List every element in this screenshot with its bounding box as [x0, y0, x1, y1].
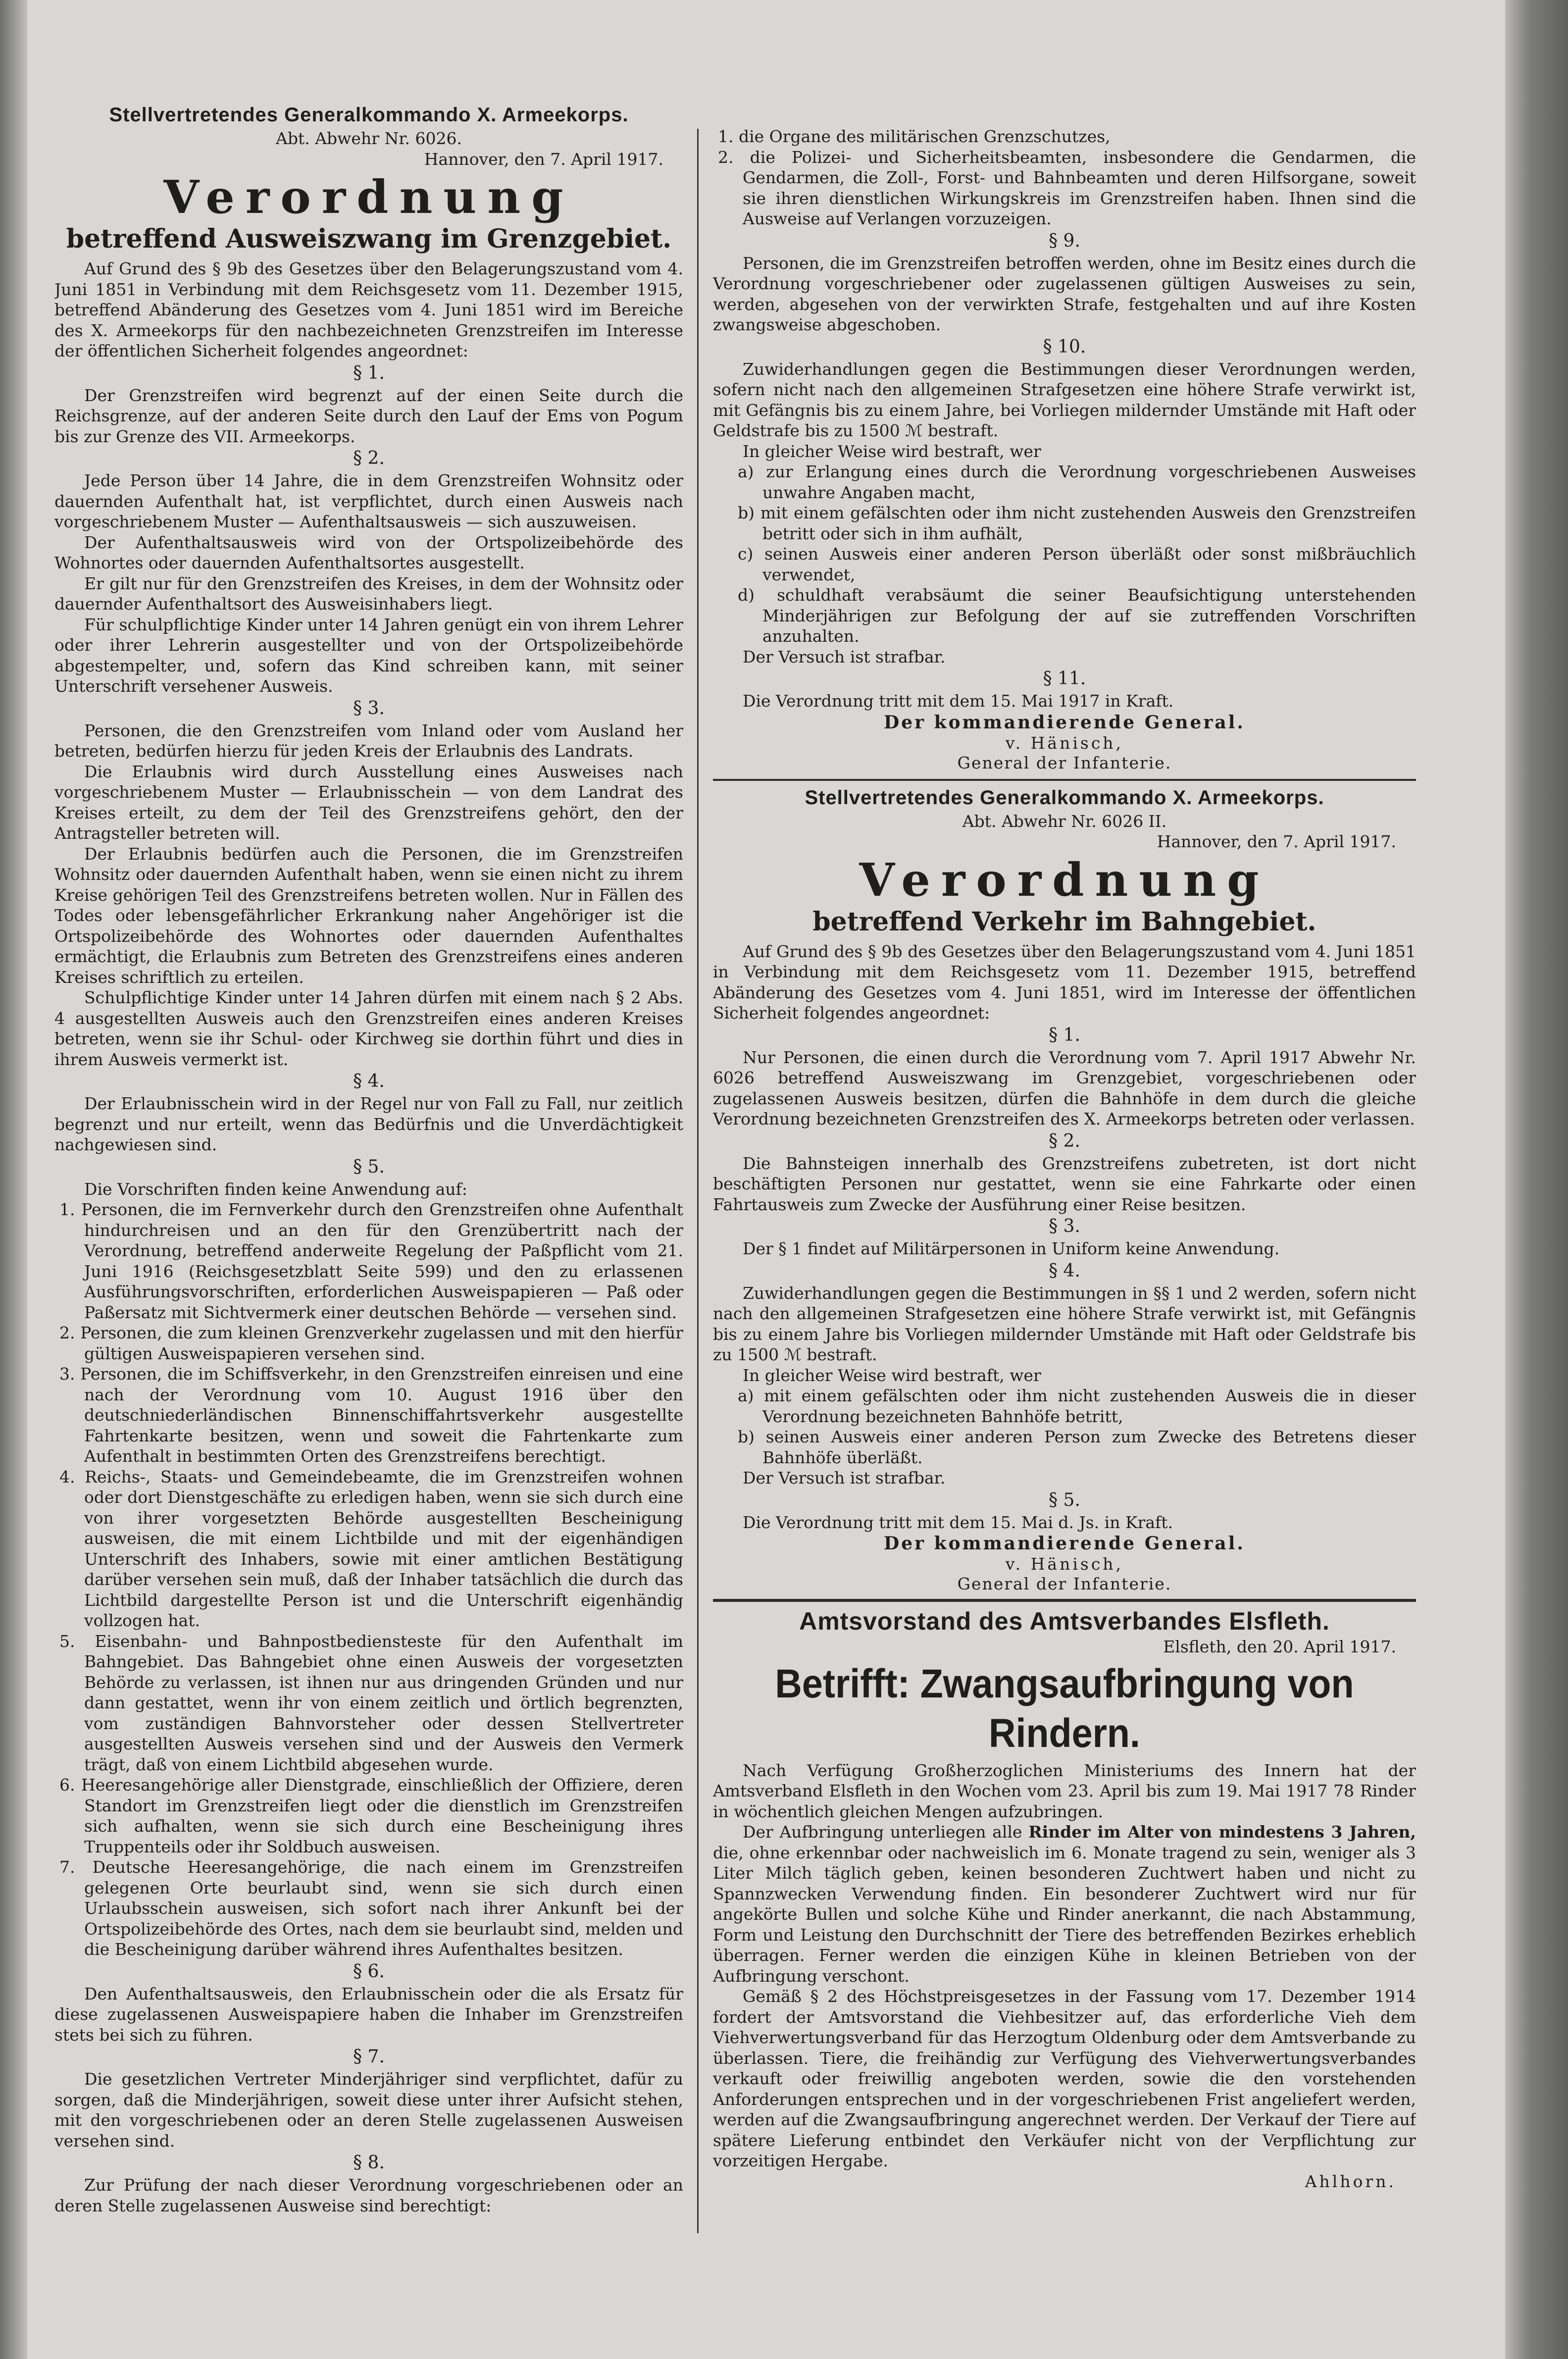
section-10-heading: § 10.	[1043, 336, 1086, 357]
list-item: a) mit einem gefälschten oder ihm nicht zustehenden Ausweis die in dieser Verordnung bezeichneten Bahnhöfe betritt,	[738, 1386, 1416, 1426]
section-4-list-2	[713, 1385, 1416, 1468]
section-3-para-c: Der Erlaubnis bedürfen auch die Personen, die im Grenzstreifen Wohnsitz oder dauernden Aufenthalt haben, wenn sie einen nicht zu ihrem Kreise gehörigen Teil des Grenzstreifens betreten wollen. Nur in Fällen des Todes oder lebensgefährlicher Erkrankung naher Angehöriger ist die Ortspolizeibehörde des Wohnortes oder dauernden Aufenthaltes ermächtigt, die Erlaubnis zum Betreten des Grenzstreifens eines anderen Kreises schriftlich zu erteilen.	[54, 844, 683, 987]
ordinance-title: Verordnung	[163, 170, 574, 224]
section-8-text: Zur Prüfung der nach dieser Verordnung vorgeschriebenen oder an deren Stelle zugelassenen Ausweise sind berechtigt:	[54, 2175, 683, 2215]
section-5-text: Die Vorschriften finden keine Anwendung auf:	[84, 1179, 467, 1199]
section-5-heading: § 5.	[353, 1156, 385, 1177]
list-item: 2. die Polizei- und Sicherheitsbeamten, insbesondere die Gendarmen, die Gendarmen, die Zoll-, Forst- und Bahnbeamten und deren Hilfsorgane, soweit sie ihren dienstlichen Wirkungskreis im Grenzstreifen haben. Ihnen sind die Ausweise auf Verlangen vorzuzeigen.	[718, 147, 1416, 228]
section-4-text: Der Erlaubnisschein wird in der Regel nur von Fall zu Fall, nur zeitlich begrenzt und nur erteilt, wenn das Bedürfnis und die Unverdächtigkeit nachgewiesen sind.	[54, 1094, 683, 1154]
column-divider	[697, 129, 699, 2233]
section-4-heading: § 4.	[353, 1071, 385, 1091]
para-lead: Der Aufbringung unterliegen alle	[743, 1822, 1022, 1842]
section-6-text: Den Aufenthaltsausweis, den Erlaubnisschein oder die als Ersatz für diese zugelassenen Ausweispapiere haben die Inhaber im Grenzstreifen stets bei sich zu führen.	[54, 1984, 683, 2045]
list-item: 3. Personen, die im Schiffsverkehr, in den Grenzstreifen einreisen und eine nach der Verordnung vom 10. August 1916 über den deutschniederländischen Binnenschiffahrtsverkehr ausgestellte Fahrtenkarte besitzen, wenn und soweit die Fahrtenkarte zum Aufenthalt in bestimmten Orten des Grenzstreifens berechtigt.	[59, 1364, 683, 1466]
right-column	[713, 126, 1416, 2192]
place-date-2: Hannover, den 7. April 1917.	[1157, 832, 1396, 851]
section-10-para-a: Zuwiderhandlungen gegen die Bestimmungen dieser Verordnungen werden, sofern nicht nach den allgemeinen Strafgesetzen eine höhere Strafe verwirkt ist, mit Gefängnis bis zu einem Jahre, bei Vorliegen mildernder Umstände mit Haft oder Geldstrafe bis zu 1500 ℳ bestraft.	[713, 359, 1416, 440]
section-1-heading-2: § 1.	[1049, 1025, 1080, 1045]
place-date: Hannover, den 7. April 1917.	[424, 149, 663, 169]
list-item: c) seinen Ausweis einer anderen Person überläßt oder sonst mißbräuchlich verwendet,	[738, 544, 1416, 584]
reference-number: Abt. Abwehr Nr. 6026.	[276, 129, 462, 148]
list-item: 2. Personen, die zum kleinen Grenzverkehr zugelassen und mit den hierfür gültigen Ausweispapieren versehen sind.	[59, 1323, 683, 1363]
section-11-heading: § 11.	[1043, 668, 1086, 689]
list-item: 5. Eisenbahn- und Bahnpostbediensteste für den Aufenthalt im Bahngebiet. Das Bahngebiet ohne einen Ausweis der vorgesetzten Behörde zu verlassen, ist ihnen nur aus dringenden Gründen und nur dann gestattet, wenn ihr von einem zeitlich und örtlich begrenzten, vom zuständigen Bahnvorsteher oder dessen Stellvertreter ausgestellten Ausweis versehen sind und der Ausweis den Vermerk trägt, daß von einem Lichtbild abgesehen wurde.	[59, 1631, 683, 1774]
list-item: 6. Heeresangehörige aller Dienstgrade, einschließlich der Offiziere, deren Standort im Grenzstreifen liegt oder die dienstlich im Grenzstreifen sich aufhalten, wenn sie sich durch eine Bescheinigung ihres Truppenteils oder ihr Soldbuch ausweisen.	[59, 1775, 683, 1856]
header-generalkommando: Stellvertretendes Generalkommando X. Armeekorps.	[109, 104, 629, 126]
ordinance-subtitle-2: betreffend Verkehr im Bahngebiet.	[812, 906, 1316, 937]
section-4-para-b-2: In gleicher Weise wird bestraft, wer	[743, 1365, 1041, 1385]
section-4-heading-2: § 4.	[1049, 1260, 1080, 1281]
list-item: b) mit einem gefälschten oder ihm nicht zustehenden Ausweis den Grenzstreifen betritt oder sich in ihm aufhält,	[738, 503, 1416, 543]
list-item: 1. Personen, die im Fernverkehr durch den Grenzstreifen ohne Aufenthalt hindurchreisen und an den für den Grenzübertritt nach der Verordnung, betreffend anderweite Regelung der Paßpflicht vom 21. Juni 1916 (Reichsgesetzblatt Seite 599) und den zu erlassenen Ausführungsvorschriften, erforderlichen Ausweispapieren — Paß oder Paßersatz mit Sichtvermerk einer deutschen Behörde — versehen sind.	[59, 1200, 683, 1322]
section-9-heading: § 9.	[1049, 230, 1080, 251]
section-4-para-c-2: Der Versuch ist strafbar.	[743, 1468, 946, 1487]
signature-name: v. Hänisch,	[1005, 733, 1124, 753]
section-8-heading: § 8.	[353, 2153, 385, 2173]
section-1-text-2: Nur Personen, die einen durch die Verordnung vom 7. April 1917 Abwehr Nr. 6026 betreffend Ausweiszwang im Grenzgebiet, vorgeschriebenen oder zugelassenen Ausweis besitzen, dürfen die Bahnhöfe in dem durch die gleiche Verordnung bezeichneten Grenzstreifen des X. Armeekorps betreten oder verlassen.	[713, 1047, 1416, 1128]
section-1-heading: § 1.	[353, 362, 385, 383]
list-item: d) schuldhaft verabsäumt die seiner Beaufsichtigung unterstehenden Minderjährigen zur Befolgung der auf sie zutreffenden Vorschriften anzuhalten.	[738, 585, 1416, 646]
section-7-heading: § 7.	[353, 2047, 385, 2067]
para-rest: die, ohne erkennbar oder nachweislich im 6. Monate tragend zu sein, weniger als 3 Liter Milch täglich geben, keinen besonderen Zuchtwert haben und nicht zu Spannzwecken Verwendung finden. Ein besonderer Zuchtwert wird nur für angekörte Bullen und solche Kühe und Rinder anerkannt, die nach Abstammung, Form und Leistung den Durchschnitt der Tiere des betreffenden Bezirkes erheblich überragen. Ferner werden die einzigen Kühe in kleinen Betrieben von der Aufbringung verschont.	[713, 1843, 1416, 1986]
ordinance-subtitle: betreffend Ausweiszwang im Grenzgebiet.	[66, 224, 672, 254]
ordinance-intro: Auf Grund des § 9b des Gesetzes über den Belagerungszustand vom 4. Juni 1851 in Verbindung mit dem Reichsgesetz vom 11. Dezember 1915, betreffend Abänderung des Gesetzes vom 4. Juni 1851 wird im Bereiche des X. Armeekorps für den nachbezeichneten Grenzstreifen im Interesse der öffentlichen Sicherheit folgendes angeordnet:	[54, 259, 683, 360]
list-item: 1. die Organe des militärischen Grenzschutzes,	[718, 127, 1111, 146]
signature-title: Der kommandierende General.	[884, 712, 1245, 733]
section-1-text: Der Grenzstreifen wird begrenzt auf der einen Seite durch die Reichsgrenze, auf der anderen Seite durch den Lauf der Ems von Pogum bis zur Grenze des VII. Armeekorps.	[54, 385, 683, 446]
signature-rank-2: General der Infanterie.	[957, 1574, 1172, 1593]
list-item: a) zur Erlangung eines durch die Verordnung vorgeschriebenen Ausweises unwahre Angaben macht,	[738, 462, 1416, 502]
page-edge-shadow	[1505, 0, 1568, 2359]
section-4-para-a-2: Zuwiderhandlungen gegen die Bestimmungen in §§ 1 und 2 werden, sofern nicht nach den allgemeinen Strafgesetzen eine höhere Strafe verwirkt ist, mit Gefängnis bis zu einem Jahre bis Vorliegen mildernder Umstände mit Haft oder Geldstrafe bis zu 1500 ℳ bestraft.	[713, 1283, 1416, 1364]
section-8-list	[713, 126, 1416, 229]
list-item: 4. Reichs-, Staats- und Gemeindebeamte, die im Grenzstreifen wohnen oder dort Dienstgeschäfte zu erledigen haben, wenn sie sich durch eine von ihrer vorgesetzten Behörde ausgestellten Bescheinigung ausweisen, die mit einem Lichtbilde und mit der eigenhändigen Unterschrift des Inhabers, sowie mit einer amtlichen Bestätigung darüber versehen sein muß, daß der Inhaber tatsächlich die durch das Lichtbild dargestellte Person ist und die Unterschrift eigenhändig vollzogen hat.	[59, 1467, 683, 1630]
section-divider	[713, 779, 1416, 781]
section-3-para-b: Die Erlaubnis wird durch Ausstellung eines Ausweises nach vorgeschriebenem Muster — Erlaubnisschein — von dem Landrat des Kreises erteilt, zu dem der Teil des Grenzstreifens gehört, den der Antragsteller betreten will.	[54, 762, 683, 843]
section-2-para-c: Er gilt nur für den Grenzstreifen des Kreises, in dem der Wohnsitz oder dauernder Aufenthaltsort des Ausweisinhabers liegt.	[54, 573, 683, 614]
section-10-para-b: In gleicher Weise wird bestraft, wer	[743, 441, 1041, 461]
section-2-para-a: Jede Person über 14 Jahre, die in dem Grenzstreifen Wohnsitz oder dauernden Aufenthalt hat, ist verpflichtet, durch einen Ausweis nach vorgeschriebenem Muster — Aufenthaltsausweis — sich auszuweisen.	[54, 471, 683, 531]
section-3-text-2: Der § 1 findet auf Militärpersonen in Uniform keine Anwendung.	[743, 1239, 1280, 1258]
ordinance-title-2: Verordnung	[859, 853, 1270, 907]
section-3-heading: § 3.	[353, 698, 385, 718]
binding-gutter	[0, 0, 27, 2359]
section-7-text: Die gesetzlichen Vertreter Minderjähriger sind verpflichtet, dafür zu sorgen, daß die Minderjährigen, soweit diese unter ihrer Aufsicht stehen, mit den vorgeschriebenen oder an deren Stelle zugelassenen Ausweisen versehen sind.	[54, 2069, 683, 2151]
section-9-text: Personen, die im Grenzstreifen betroffen werden, ohne im Besitz eines durch die Verordnung vorgeschriebener oder zugelassenen gültigen Ausweises zu sein, werden, abgesehen von der verwirkten Strafe, festgehalten und auf ihre Kosten zwangsweise abgeschoben.	[713, 253, 1416, 334]
section-2-para-d: Für schulpflichtige Kinder unter 14 Jahren genügt ein von ihrem Lehrer oder ihrer Lehrerin ausgestellter und von der Ortspolizeibehörde abgestempelter, und, sofern das Kind schreiben kann, mit seiner Unterschrift versehener Ausweis.	[54, 615, 683, 696]
amtsvorstand-date: Elsfleth, den 20. April 1917.	[1163, 1637, 1396, 1656]
signature-name-2: v. Hänisch,	[1005, 1554, 1124, 1574]
section-6-heading: § 6.	[353, 1961, 385, 1982]
section-2-para-b: Der Aufenthaltsausweis wird von der Ortspolizeibehörde des Wohnortes oder dauernden Aufenthaltsortes ausgestellt.	[54, 532, 683, 572]
para-bold-phrase: Rinder im Alter von mindestens 3 Jahren,	[1028, 1822, 1416, 1842]
section-2-text-2: Die Bahnsteigen innerhalb des Grenzstreifens zubetreten, ist dort nicht beschäftigten Personen nur gestattet, wenn sie eine Fahrkarte oder einen Fahrtausweis zum Zwecke der Ausführung einer Reise besitzen.	[713, 1153, 1416, 1214]
amtsvorstand-header: Amtsvorstand des Amtsverbandes Elsfleth.	[799, 1607, 1330, 1635]
section-3-para-a: Personen, die den Grenzstreifen vom Inland oder vom Ausland her betreten, bedürfen hierzu für jeden Kreis der Erlaubnis des Landrats.	[54, 720, 683, 761]
amtsvorstand-signature: Ahlhorn.	[1305, 2171, 1396, 2191]
amtsvorstand-title: Betrifft: Zwangsaufbringung von Rindern.	[775, 1661, 1354, 1756]
section-2-heading-2: § 2.	[1049, 1130, 1080, 1151]
amtsvorstand-para-1: Nach Verfügung Großherzoglichen Ministeriums des Innern hat der Amtsverband Elsfleth in den Wochen vom 23. April bis zum 19. Mai 1917 78 Rinder in wöchentlich gleichen Mengen aufzubringen.	[713, 1760, 1416, 1821]
section-10-para-c: Der Versuch ist strafbar.	[743, 647, 946, 667]
left-column	[54, 104, 683, 2216]
header-generalkommando-2: Stellvertretendes Generalkommando X. Armeekorps.	[805, 786, 1324, 809]
ordinance-intro-2: Auf Grund des § 9b des Gesetzes über den Belagerungszustand vom 4. Juni 1851 in Verbindung mit dem Reichsgesetz vom 11. Dezember 1915, betreffend Abänderung des Gesetzes vom 4. Juni 1851, wird im Interesse der öffentlichen Sicherheit folgendes angeordnet:	[713, 941, 1416, 1023]
signature-rank: General der Infanterie.	[957, 753, 1172, 772]
section-5-list	[54, 1199, 683, 1960]
amtsvorstand-para-2	[713, 1822, 1416, 1986]
section-10-list	[713, 462, 1416, 647]
section-11-text: Die Verordnung tritt mit dem 15. Mai 1917 in Kraft.	[743, 691, 1174, 711]
section-2-heading: § 2.	[353, 448, 385, 468]
section-5-text-2: Die Verordnung tritt mit dem 15. Mai d. Js. in Kraft.	[743, 1512, 1173, 1532]
reference-number-2: Abt. Abwehr Nr. 6026 II.	[962, 811, 1167, 831]
amtsvorstand-para-3: Gemäß § 2 des Höchstpreisgesetzes in der Fassung vom 17. Dezember 1914 fordert der Amtsvorstand die Viehbesitzer auf, das erforderliche Vieh dem Viehverwertungsverband für das Herzogtum Oldenburg oder dem Amtsverbande zu überlassen. Tiere, die freihändig zur Verfügung des Viehverwertungsverbandes verkauft oder freiwillig angeboten werden, sowie die den vorstehenden Anforderungen entsprechen und in der vorgeschriebenen Frist angeliefert werden, werden auf die Zwangsaufbringung angerechnet werden. Der Verkauf der Tiere auf spätere Lieferung entbindet den Verkäufer nicht von der Verpflichtung zur vorzeitigen Hergabe.	[713, 1987, 1416, 2170]
section-3-para-d: Schulpflichtige Kinder unter 14 Jahren dürfen mit einem nach § 2 Abs. 4 ausgestellten Ausweis auch den Grenzstreifen eines anderen Kreises betreten, wenn sie ihr Schul- oder Kirchweg sie dorthin führt und dies in ihrem Ausweis vermerkt ist.	[54, 988, 683, 1069]
list-item: b) seinen Ausweis einer anderen Person zum Zwecke des Betretens dieser Bahnhöfe überläßt.	[738, 1427, 1416, 1467]
section-divider-2	[713, 1599, 1416, 1602]
list-item: 7. Deutsche Heeresangehörige, die nach einem im Grenzstreifen gelegenen Orte beurlaubt sind, wenn sie sich durch einen Urlaubsschein ausweisen, sich sofort nach ihrer Ankunft bei der Ortspolizeibehörde des Ortes, nach dem sie beurlaubt sind, melden und die Bescheinigung darüber während ihres Aufenthaltes besitzen.	[59, 1857, 683, 1959]
section-5-heading-2: § 5.	[1049, 1489, 1080, 1510]
signature-title-2: Der kommandierende General.	[884, 1533, 1245, 1554]
section-3-heading-2: § 3.	[1049, 1216, 1080, 1236]
